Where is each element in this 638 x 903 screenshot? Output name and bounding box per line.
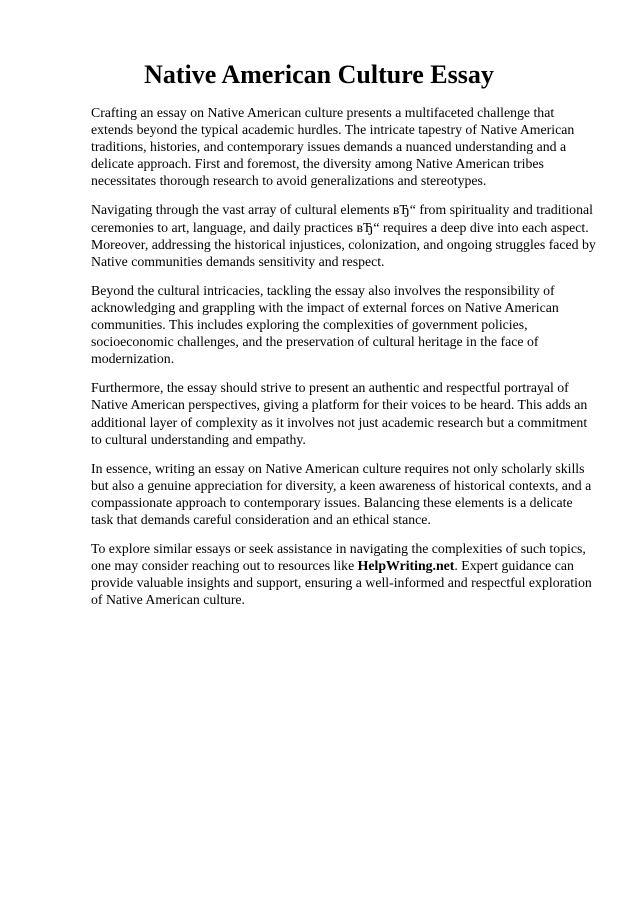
closing-paragraph xyxy=(91,540,598,608)
helpwriting-link[interactable]: HelpWriting.net xyxy=(357,558,455,574)
paragraph-3: Beyond the cultural intricacies, tackling the essay also involves the responsibility of acknowledging and grappling with the impact of external forces on Native American communities. This includes exploring the complexities of government policies, socioeconomic challenges, and the preservation of cultural heritage in the face of modernization. xyxy=(91,282,559,367)
paragraph-4: Furthermore, the essay should strive to present an authentic and respectful portrayal of Native American perspectives, giving a platform for their voices to be heard. This adds an additional layer of complexity as it involves not just academic research but a commitment to cultural understanding and empathy. xyxy=(91,380,588,447)
closing-text-after: . Expert guidance can provide valuable insights and support, ensuring a well-informed and respectful exploration of Native American culture. xyxy=(91,558,592,608)
paragraph-5: In essence, writing an essay on Native American culture requires not only scholarly skills but also a genuine appreciation for diversity, a keen awareness of historical contexts, and a compassionate approach to contemporary issues. Balancing these elements is a delicate task that demands careful consideration and an ethical stance. xyxy=(91,460,592,527)
document-title: Native American Culture Essay xyxy=(144,60,494,89)
closing-text-before: To explore similar essays or seek assistance in navigating the complexities of such topics, one may consider reaching out to resources like xyxy=(91,541,586,574)
paragraph-2: Navigating through the vast array of cultural elements вЂ“ from spirituality and traditional ceremonies to art, language, and daily practices вЂ“ requires a deep dive into each aspect. Moreover, addressing the historical injustices, colonization, and ongoing struggles faced by Native communities demands sensitivity and respect. xyxy=(91,202,596,269)
paragraph-1: Crafting an essay on Native American culture presents a multifaceted challenge that extends beyond the typical academic hurdles. The intricate tapestry of Native American traditions, histories, and contemporary issues demands a nuanced understanding and a delicate approach. First and foremost, the diversity among Native American tribes necessitates thorough research to avoid generalizations and stereotypes. xyxy=(91,105,575,189)
